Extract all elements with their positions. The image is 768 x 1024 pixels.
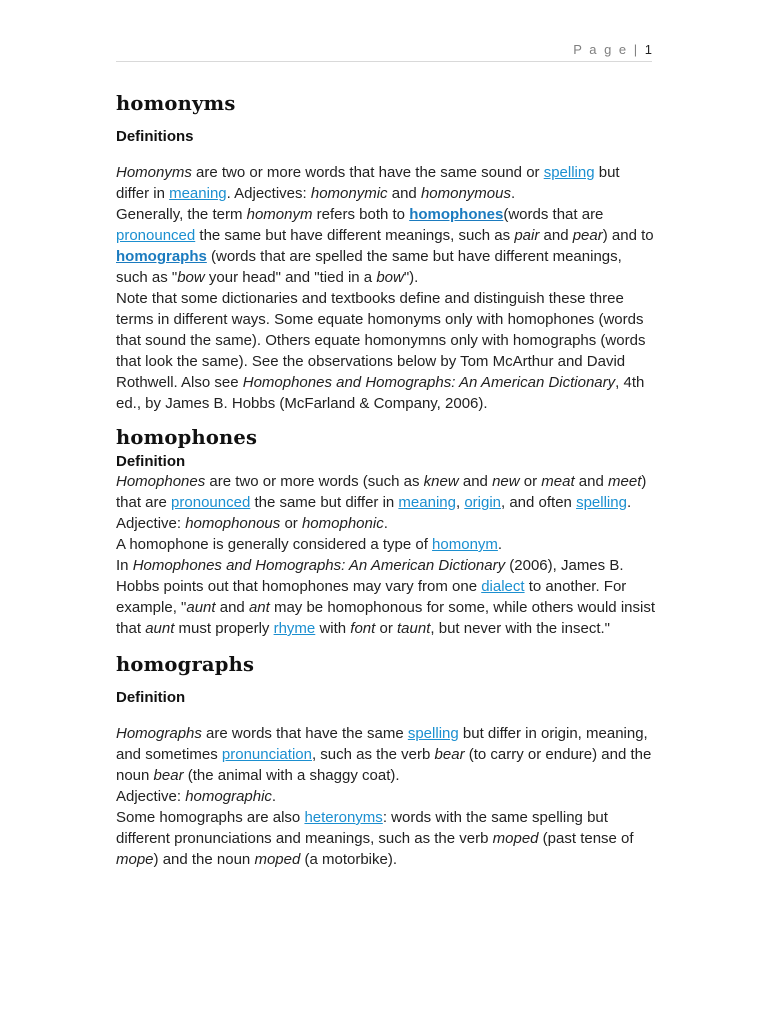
homophones-paragraph-1: Homophones are two or more words (such as knew and new or meat and meet) that are pronounced the same but differ in meaning, origin, and often spelling. Adjective: homophonous or homophonic.	[116, 473, 647, 532]
link-spelling-2[interactable]: spelling	[576, 494, 627, 511]
subheading-definition-homophones: Definition	[116, 453, 186, 470]
link-homonym[interactable]: homonym	[432, 536, 498, 553]
homographs-paragraph-1: Homographs are words that have the same spelling but differ in origin, meaning, and sometimes pronunciation, such as the verb bear (to carry or endure) and the noun bear (the animal with a shaggy coat).	[116, 725, 652, 784]
homonyms-paragraph-1: Homonyms are two or more words that have the same sound or spelling but differ in meaning. Adjectives: homonymic and homonymous.	[116, 164, 620, 202]
link-meaning-2[interactable]: meaning	[398, 494, 456, 511]
link-spelling-3[interactable]: spelling	[407, 725, 459, 742]
link-heteronyms[interactable]: heteronyms	[304, 809, 383, 826]
subheading-definitions: Definitions	[116, 128, 194, 145]
homographs-paragraph-3: Some homographs are also heteronyms: words with the same spelling but different pronunciations and meanings, such as the verb moped (past tense of mope) and the noun moped (a motorbike).	[116, 809, 634, 868]
page-label: P a g e |	[573, 42, 640, 57]
link-spelling[interactable]: spelling	[543, 164, 595, 181]
homophones-paragraph-2: A homophone is generally considered a type of homonym.	[116, 536, 503, 553]
homophones-paragraph-3: In Homophones and Homographs: An American Dictionary (2006), James B. Hobbs points out that homophones may vary from one dialect to another. For example, "aunt and ant may be homophonous for some, while others would insist that aunt must properly rhyme with font or taunt, but never with the insect."	[116, 557, 655, 637]
link-homographs[interactable]: homographs	[116, 248, 207, 265]
term-homonyms: Homonyms	[116, 164, 192, 181]
page-number: 1	[644, 42, 652, 57]
section-title-homographs: homographs	[116, 653, 255, 676]
link-pronunciation[interactable]: pronunciation	[221, 746, 312, 763]
page-header	[116, 42, 652, 62]
homonyms-paragraph-2: Generally, the term homonym refers both to homophones(words that are pronounced the same but have different meanings, such as pair and pear) and to homographs (words that are spelled the same but have different meanings, such as "bow your head" and "tied in a bow").	[116, 206, 654, 286]
link-rhyme[interactable]: rhyme	[273, 620, 316, 637]
section-title-homophones: homophones	[116, 426, 258, 449]
homonyms-paragraph-3: Note that some dictionaries and textbooks define and distinguish these three terms in different ways. Some equate homonyms only with homophones (words that sound the same). Others equate homonymns only with homographs (words that look the same). See the observations below by Tom McArthur and David Rothwell. Also see Homophones and Homographs: An American Dictionary, 4th ed., by James B. Hobbs (McFarland & Company, 2006).	[116, 290, 646, 412]
link-pronounced[interactable]: pronounced	[116, 227, 196, 244]
homographs-paragraph-2: Adjective: homographic.	[116, 788, 277, 805]
link-pronounced-2[interactable]: pronounced	[171, 494, 251, 511]
link-dialect[interactable]: dialect	[481, 578, 525, 595]
link-meaning[interactable]: meaning	[169, 185, 227, 202]
document-body	[116, 92, 656, 870]
subheading-definition-homographs: Definition	[116, 689, 186, 706]
link-homophones[interactable]: homophones	[409, 206, 504, 223]
link-origin[interactable]: origin	[464, 494, 501, 511]
section-title-homonyms: homonyms	[116, 92, 236, 115]
